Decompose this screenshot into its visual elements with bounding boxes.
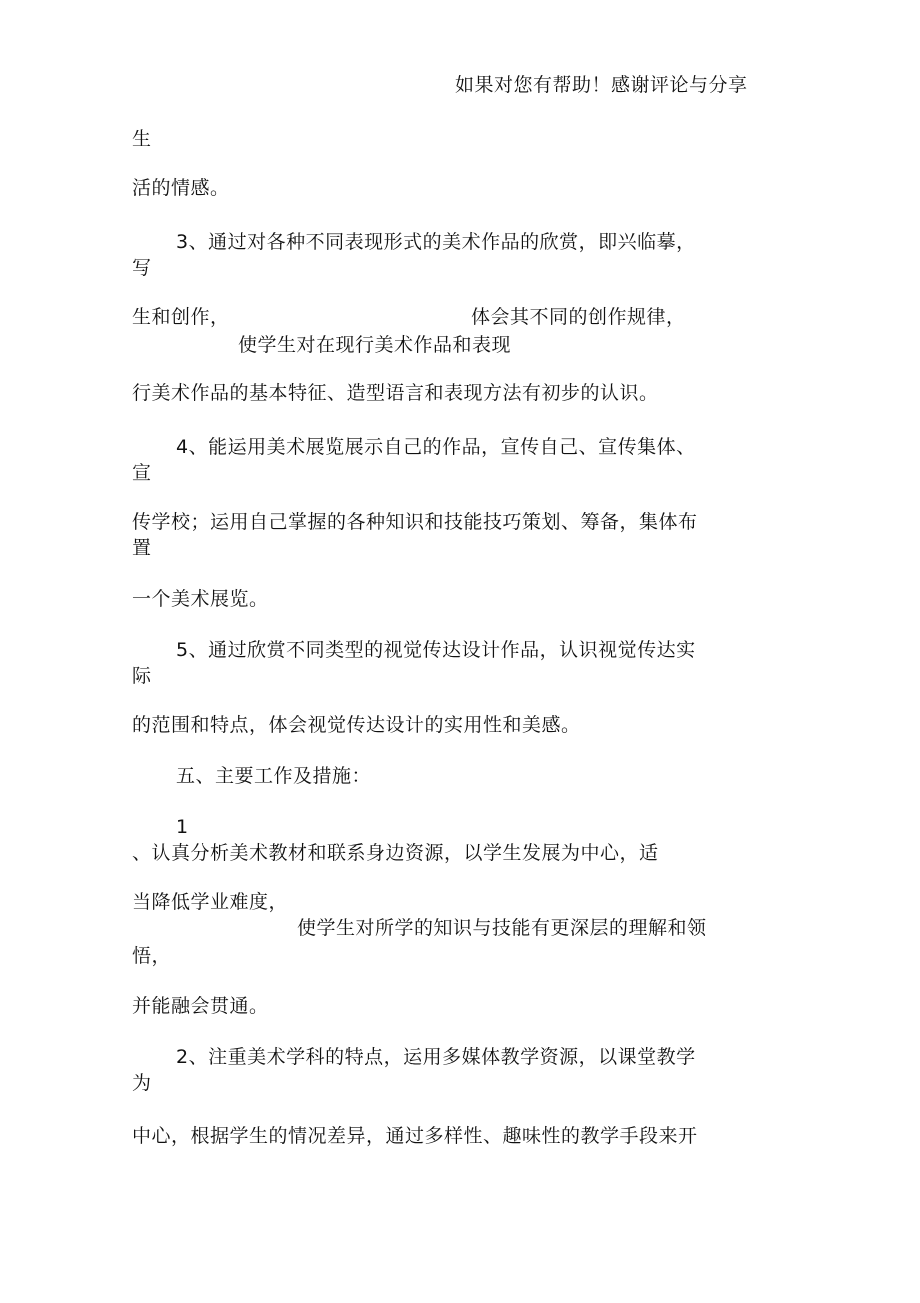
text-line: 使学生对所学的知识与技能有更深层的理解和领 <box>297 917 707 939</box>
text-line: 传学校；运用自己掌握的各种知识和技能技巧策划、筹备，集体布 <box>132 511 698 533</box>
text-line: 、认真分析美术教材和联系身边资源，以学生发展为中心，适 <box>132 842 659 864</box>
text-line: 生和创作， <box>132 306 230 328</box>
text-line: 体会其不同的创作规律， <box>471 306 686 328</box>
text-line: 一个美术展览。 <box>132 588 269 610</box>
text-line: 中心，根据学生的情况差异，通过多样性、趣味性的教学手段来开 <box>132 1125 698 1147</box>
text-line: 的范围和特点，体会视觉传达设计的实用性和美感。 <box>132 714 581 736</box>
text-line: 3、通过对各种不同表现形式的美术作品的欣赏，即兴临摹， <box>176 231 696 253</box>
text-line: 使学生对在现行美术作品和表现 <box>238 334 512 356</box>
text-line: 当降低学业难度， <box>132 891 289 913</box>
text-line: 际 <box>132 665 152 687</box>
text-line: 5、通过欣赏不同类型的视觉传达设计作品，认识视觉传达实 <box>176 639 696 661</box>
text-line: 宣 <box>132 462 152 484</box>
text-line: 行美术作品的基本特征、造型语言和表现方法有初步的认识。 <box>132 382 659 404</box>
text-line: 写 <box>132 257 152 279</box>
text-line: 为 <box>132 1072 152 1094</box>
text-line: 并能融会贯通。 <box>132 995 269 1017</box>
text-line: 活的情感。 <box>132 177 230 199</box>
text-line: 2、注重美术学科的特点，运用多媒体教学资源，以课堂教学 <box>176 1046 696 1068</box>
text-line: 悟， <box>132 945 172 967</box>
section-heading: 五、主要工作及措施： <box>176 765 372 787</box>
text-line: 1 <box>176 816 189 838</box>
page-header: 如果对您有帮助！感谢评论与分享 <box>455 74 748 96</box>
text-line: 4、能运用美术展览展示自己的作品，宣传自己、宣传集体、 <box>176 436 696 458</box>
text-line: 生 <box>132 128 152 150</box>
text-line: 置 <box>132 537 152 559</box>
